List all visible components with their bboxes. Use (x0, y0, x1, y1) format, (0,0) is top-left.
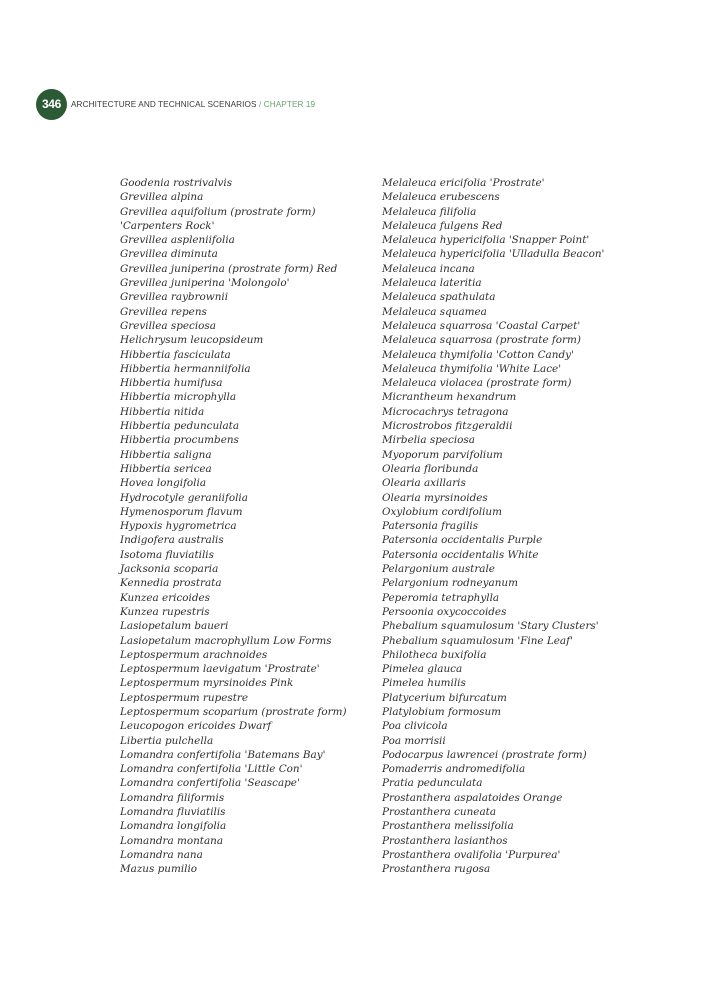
species-entry: Lasiopetalum baueri (120, 620, 229, 633)
species-entry: Patersonia fragilis (382, 520, 479, 533)
page-header (36, 89, 315, 119)
species-entry: Kunzea ericoides (120, 591, 211, 604)
species-entry: Patersonia occidentalis Purple (382, 534, 543, 547)
species-entry: Lomandra confertifolia 'Little Con' (120, 763, 303, 776)
species-entry: Lomandra longifolia (120, 820, 227, 833)
species-entry: Grevillea diminuta (120, 248, 218, 261)
page-number-badge: 346 (36, 89, 67, 120)
species-entry: Hydrocotyle geraniifolia (120, 491, 248, 504)
species-entry: Hibbertia pedunculata (120, 420, 240, 433)
species-entry: Helichrysum leucopsideum (120, 334, 264, 347)
species-entry: Olearia myrsinoides (382, 491, 488, 504)
species-entry: Pelargonium rodneyanum (382, 577, 518, 590)
species-entry: Microcachrys tetragona (382, 405, 509, 418)
species-entry: Leucopogon ericoides Dwarf (120, 720, 272, 733)
species-entry: Pimelea humilis (382, 677, 466, 690)
species-entry: Prostanthera aspalatoides Orange (382, 791, 563, 804)
species-entry: Melaleuca ericifolia 'Prostrate' (382, 177, 545, 189)
header-chapter: CHAPTER 19 (263, 99, 316, 109)
species-entry: Goodenia rostrivalvis (120, 177, 233, 189)
species-entry: Persoonia oxycoccoides (382, 605, 507, 618)
species-entry: Melaleuca erubescens (382, 191, 500, 204)
species-entry: Mirbelia speciosa (382, 434, 475, 447)
species-entry: Podocarpus lawrencei (prostrate form) (382, 748, 587, 761)
species-entry: Pelargonium australe (382, 563, 495, 576)
species-entry: Pomaderris andromedifolia (382, 763, 526, 776)
species-entry: Melaleuca filifolia (382, 205, 477, 218)
species-entry: Grevillea aspleniifolia (120, 234, 235, 247)
species-entry: Lomandra confertifolia 'Seascape' (120, 777, 300, 790)
species-entry: Indigofera australis (120, 534, 224, 547)
species-entry: Grevillea aquifolium (prostrate form) 'Carpenters Rock' (120, 205, 316, 232)
species-entry: Hymenosporum flavum (120, 505, 243, 518)
species-entry: Leptospermum laevigatum 'Prostrate' (120, 663, 320, 676)
species-entry: Hibbertia hermanniifolia (120, 362, 251, 375)
species-entry: Lomandra nana (120, 848, 203, 861)
species-entry: Hibbertia sericea (120, 462, 212, 475)
species-entry: Melaleuca hypericifolia 'Ulladulla Beacon' (382, 248, 605, 261)
species-entry: Leptospermum arachnoides (120, 648, 268, 661)
species-entry: Lomandra montana (120, 834, 224, 847)
species-entry: Platylobium formosum (382, 705, 502, 718)
species-entry: Phebalium squamulosum 'Fine Leaf' (382, 634, 573, 647)
species-entry: Microstrobos fitzgeraldii (382, 420, 513, 433)
species-entry: Melaleuca lateritia (382, 277, 482, 290)
species-entry: Pimelea glauca (382, 663, 463, 676)
species-entry: Phebalium squamulosum 'Stary Clusters' (382, 620, 599, 633)
species-entry: Jacksonia scoparia (120, 563, 219, 576)
species-entry: Leptospermum rupestre (120, 691, 249, 704)
species-entry: Platycerium bifurcatum (382, 691, 507, 704)
species-entry: Grevillea repens (120, 305, 207, 318)
species-entry: Grevillea juniperina 'Molongolo' (120, 277, 290, 290)
species-entry: Melaleuca incana (382, 262, 475, 275)
species-entry: Melaleuca squarrosa (prostrate form) (382, 334, 581, 347)
species-entry: Lomandra fluviatilis (120, 806, 226, 819)
species-entry: Isotoma fluviatilis (120, 548, 214, 561)
species-entry: Prostanthera lasianthos (382, 834, 508, 847)
species-list-right-column (382, 176, 642, 877)
species-entry: Grevillea speciosa (120, 319, 216, 332)
species-entry: Kennedia prostrata (120, 577, 222, 590)
species-entry: Hibbertia humifusa (120, 377, 223, 390)
species-entry: Lomandra confertifolia 'Batemans Bay' (120, 748, 326, 761)
species-entry: Peperomia tetraphylla (382, 591, 500, 604)
running-header (71, 100, 315, 109)
species-entry: Leptospermum myrsinoides Pink (120, 677, 294, 690)
species-entry: Olearia floribunda (382, 462, 479, 475)
species-entry: Melaleuca squarrosa 'Coastal Carpet' (382, 319, 581, 332)
species-entry: Grevillea raybrownii (120, 291, 229, 304)
species-entry: Leptospermum scoparium (prostrate form) (120, 705, 347, 718)
species-entry: Patersonia occidentalis White (382, 548, 539, 561)
species-entry: Melaleuca hypericifolia 'Snapper Point' (382, 234, 590, 247)
species-entry: Prostanthera ovalifolia 'Purpurea' (382, 848, 561, 861)
header-separator: / (256, 99, 264, 109)
species-entry: Kunzea rupestris (120, 605, 210, 618)
species-entry: Melaleuca fulgens Red (382, 219, 503, 232)
species-entry: Pratia pedunculata (382, 777, 483, 790)
species-entry: Hibbertia microphylla (120, 391, 237, 404)
species-entry: Myoporum parvifolium (382, 448, 503, 461)
species-entry: Lasiopetalum macrophyllum Low Forms (120, 634, 332, 647)
species-entry: Hibbertia fasciculata (120, 348, 231, 361)
species-entry: Hibbertia procumbens (120, 434, 239, 447)
species-entry: Grevillea alpina (120, 191, 204, 204)
species-entry: Hibbertia saligna (120, 448, 212, 461)
species-entry: Melaleuca violacea (prostrate form) (382, 377, 572, 390)
species-entry: Poa morrisii (382, 734, 446, 747)
species-entry: Prostanthera melissifolia (382, 820, 514, 833)
species-entry: Micrantheum hexandrum (382, 391, 517, 404)
species-entry: Oxylobium cordifolium (382, 505, 502, 518)
species-entry: Melaleuca spathulata (382, 291, 496, 304)
species-entry: Prostanthera rugosa (382, 863, 491, 876)
species-entry: Grevillea juniperina (prostrate form) Red (120, 262, 338, 275)
species-entry: Olearia axillaris (382, 477, 466, 490)
species-entry: Mazus pumilio (120, 863, 198, 876)
species-entry: Prostanthera cuneata (382, 806, 497, 819)
species-entry: Melaleuca thymifolia 'White Lace' (382, 362, 562, 375)
species-entry: Melaleuca thymifolia 'Cotton Candy' (382, 348, 574, 361)
species-entry: Hovea longifolia (120, 477, 207, 490)
species-list-left-column (120, 176, 360, 877)
species-entry: Libertia pulchella (120, 734, 214, 747)
species-entry: Hibbertia nitida (120, 405, 205, 418)
species-entry: Poa clivicola (382, 720, 448, 733)
species-entry: Melaleuca squamea (382, 305, 487, 318)
species-entry: Philotheca buxifolia (382, 648, 487, 661)
species-entry: Hypoxis hygrometrica (120, 520, 237, 533)
species-entry: Lomandra filiformis (120, 791, 225, 804)
header-title: ARCHITECTURE AND TECHNICAL SCENARIOS (71, 99, 257, 109)
